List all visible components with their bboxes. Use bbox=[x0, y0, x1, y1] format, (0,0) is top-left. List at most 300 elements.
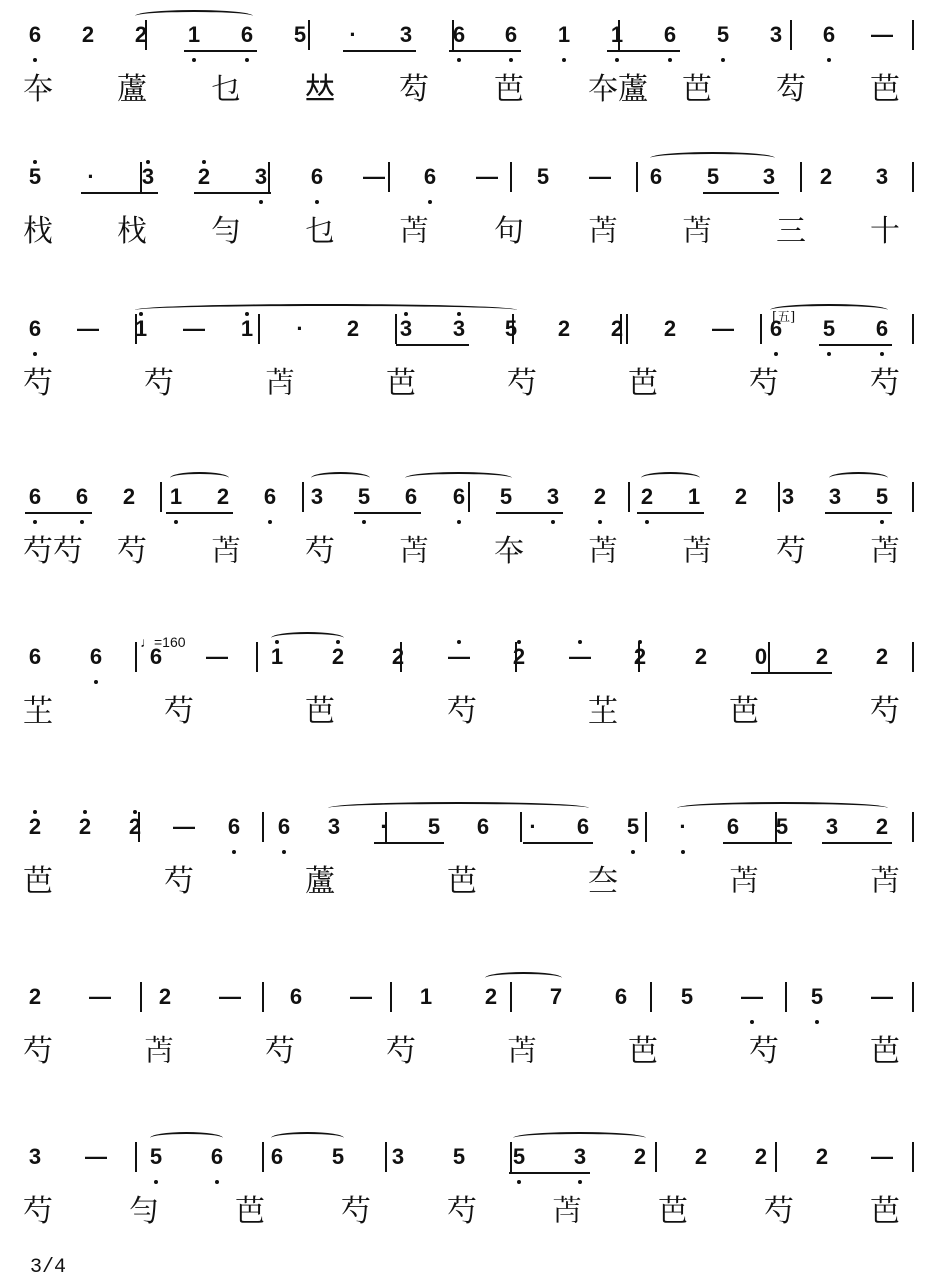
note-digit: 6 bbox=[614, 984, 628, 1009]
barline bbox=[645, 812, 647, 842]
barline bbox=[388, 162, 390, 192]
octave-dot-low bbox=[33, 352, 37, 356]
beam-underline bbox=[374, 842, 444, 844]
note-digit: 2 bbox=[633, 1144, 647, 1169]
note-digit: 5 bbox=[504, 316, 518, 341]
hold-dash: — bbox=[712, 316, 734, 341]
slur bbox=[135, 10, 253, 22]
barline bbox=[650, 982, 652, 1012]
note-digit: 6 bbox=[75, 484, 89, 509]
beam-underline bbox=[354, 512, 421, 514]
octave-dot-low bbox=[750, 1020, 754, 1024]
lyric-tablature-glyph: 𦬿 bbox=[588, 214, 618, 249]
octave-dot-high bbox=[33, 160, 37, 164]
note-digit: 2 bbox=[815, 1144, 829, 1169]
note-digit: 1 bbox=[169, 484, 183, 509]
octave-dot-high bbox=[517, 640, 521, 644]
lyric-tablature-glyph: 𦬿 bbox=[211, 534, 241, 569]
beam-underline bbox=[822, 842, 892, 844]
note-digit: 3 bbox=[781, 484, 795, 509]
lyric-tablature-glyph: 𣏾 bbox=[23, 214, 53, 249]
octave-dot-high bbox=[146, 160, 150, 164]
note-digit: 6 bbox=[270, 1144, 284, 1169]
note-digit: 5 bbox=[499, 484, 513, 509]
barline bbox=[510, 162, 512, 192]
dot-mark: · bbox=[380, 814, 388, 839]
note-digit: 3 bbox=[310, 484, 324, 509]
hold-dash: — bbox=[206, 644, 228, 669]
note-digit: 2 bbox=[875, 814, 889, 839]
dot-mark: · bbox=[679, 814, 687, 839]
lyric-tablature-glyph: 𦬿 bbox=[552, 1194, 582, 1229]
beam-underline bbox=[637, 512, 704, 514]
lyric-tablature-glyph: 芍 bbox=[749, 1034, 779, 1069]
note-digit: 5 bbox=[331, 1144, 345, 1169]
lyric-tablature-glyph: 芍 bbox=[341, 1194, 371, 1229]
lyric-tablature-glyph: 芶 bbox=[399, 72, 429, 107]
slur bbox=[311, 472, 370, 484]
slur bbox=[150, 1132, 223, 1144]
barline bbox=[258, 314, 260, 344]
note-digit: 2 bbox=[819, 164, 833, 189]
lyric-tablature-glyph: 十 bbox=[870, 214, 900, 249]
lyric-tablature-glyph: 芍 bbox=[265, 1034, 295, 1069]
barline bbox=[790, 20, 792, 50]
lyric-tablature-glyph: 𦬿 bbox=[729, 864, 759, 899]
lyric-tablature-glyph: 𣏾 bbox=[117, 214, 147, 249]
lyric-tablature-glyph: 芍 bbox=[870, 366, 900, 401]
octave-dot-low bbox=[94, 680, 98, 684]
note-digit: 6 bbox=[663, 22, 677, 47]
octave-dot-low bbox=[827, 352, 831, 356]
tempo-mark: ♩=160 bbox=[140, 634, 186, 650]
lyric-tablature-glyph: 𦬿 bbox=[265, 366, 295, 401]
lyric-tablature-glyph: 𦬿 bbox=[588, 534, 618, 569]
barline bbox=[912, 482, 914, 512]
beam-underline bbox=[25, 512, 92, 514]
lyric-tablature-glyph: 芏 bbox=[23, 694, 53, 729]
note-digit: 2 bbox=[694, 644, 708, 669]
note-digit: 3 bbox=[762, 164, 776, 189]
octave-dot-high bbox=[33, 810, 37, 814]
lyric-tablature-glyph: 芍 bbox=[507, 366, 537, 401]
barline bbox=[140, 982, 142, 1012]
note-digit: 5 bbox=[775, 814, 789, 839]
dot-mark: · bbox=[529, 814, 537, 839]
notation-system bbox=[0, 18, 950, 148]
barline bbox=[302, 482, 304, 512]
octave-dot-low bbox=[631, 850, 635, 854]
hold-dash: — bbox=[871, 1144, 893, 1169]
octave-dot-low bbox=[457, 520, 461, 524]
hold-dash: — bbox=[219, 984, 241, 1009]
notation-system bbox=[0, 810, 950, 940]
barline bbox=[262, 982, 264, 1012]
lyric-tablature-glyph: 芍 bbox=[23, 1194, 53, 1229]
note-digit: 6 bbox=[28, 316, 42, 341]
lyric-tablature-glyph: 乜 bbox=[211, 72, 241, 107]
barline bbox=[912, 1142, 914, 1172]
octave-dot-low bbox=[259, 200, 263, 204]
note-digit: 5 bbox=[536, 164, 550, 189]
note-digit: 5 bbox=[512, 1144, 526, 1169]
lyric-tablature-glyph: 芭 bbox=[628, 1034, 658, 1069]
hold-dash: — bbox=[476, 164, 498, 189]
beam-underline bbox=[166, 512, 233, 514]
octave-dot-low bbox=[517, 1180, 521, 1184]
lyric-tablature-glyph: 芍 bbox=[117, 534, 147, 569]
beam-underline bbox=[825, 512, 892, 514]
lyric-tablature-glyph: 芭 bbox=[494, 72, 524, 107]
octave-dot-low bbox=[80, 520, 84, 524]
note-digit: 6 bbox=[452, 484, 466, 509]
note-digit: 5 bbox=[293, 22, 307, 47]
octave-dot-low bbox=[721, 58, 725, 62]
slur bbox=[513, 1132, 646, 1144]
notation-system bbox=[0, 160, 950, 290]
note-digit: 6 bbox=[649, 164, 663, 189]
note-digit: 3 bbox=[327, 814, 341, 839]
beam-underline bbox=[819, 344, 892, 346]
barline bbox=[800, 162, 802, 192]
note-digit: 2 bbox=[633, 644, 647, 669]
hold-dash: — bbox=[350, 984, 372, 1009]
note-digit: 3 bbox=[769, 22, 783, 47]
note-digit: 3 bbox=[573, 1144, 587, 1169]
note-digit: 2 bbox=[694, 1144, 708, 1169]
note-digit: 2 bbox=[128, 814, 142, 839]
slur bbox=[641, 472, 700, 484]
lyric-tablature-glyph: 芭 bbox=[628, 366, 658, 401]
note-digit: 6 bbox=[452, 22, 466, 47]
lyric-tablature-glyph: 句 bbox=[494, 214, 524, 249]
notation-system bbox=[0, 312, 950, 442]
barline bbox=[262, 812, 264, 842]
lyric-tablature-glyph: 𦬿 bbox=[870, 534, 900, 569]
lyric-tablature-glyph: 芍 bbox=[164, 694, 194, 729]
barline bbox=[256, 642, 258, 672]
barline bbox=[912, 642, 914, 672]
beam-underline bbox=[184, 50, 257, 52]
note-digit: 6 bbox=[822, 22, 836, 47]
lyric-tablature-glyph: 芍 bbox=[870, 694, 900, 729]
octave-dot-low bbox=[598, 520, 602, 524]
note-digit: 6 bbox=[89, 644, 103, 669]
note-digit: 3 bbox=[399, 22, 413, 47]
note-digit: 2 bbox=[331, 644, 345, 669]
lyric-tablature-glyph: 芭 bbox=[23, 864, 53, 899]
note-digit: 6 bbox=[227, 814, 241, 839]
note-digit: 1 bbox=[610, 22, 624, 47]
octave-dot-high bbox=[133, 810, 137, 814]
note-digit: 1 bbox=[187, 22, 201, 47]
octave-dot-low bbox=[215, 1180, 219, 1184]
slur bbox=[135, 304, 517, 316]
hold-dash: — bbox=[741, 984, 763, 1009]
note-digit: 7 bbox=[549, 984, 563, 1009]
note-digit: 5 bbox=[149, 1144, 163, 1169]
barline bbox=[135, 1142, 137, 1172]
note-digit: 2 bbox=[78, 814, 92, 839]
hold-dash: — bbox=[77, 316, 99, 341]
lyric-tablature-glyph: 芍 bbox=[386, 1034, 416, 1069]
octave-dot-low bbox=[880, 352, 884, 356]
slur bbox=[271, 632, 344, 644]
hold-dash: — bbox=[589, 164, 611, 189]
octave-dot-low bbox=[192, 58, 196, 62]
barline bbox=[760, 314, 762, 344]
note-digit: 2 bbox=[663, 316, 677, 341]
note-digit: 2 bbox=[216, 484, 230, 509]
note-digit: 6 bbox=[289, 984, 303, 1009]
lyric-tablature-glyph: 𦬿 bbox=[399, 214, 429, 249]
notation-system bbox=[0, 640, 950, 770]
note-digit: 6 bbox=[277, 814, 291, 839]
note-digit: 5 bbox=[716, 22, 730, 47]
octave-dot-low bbox=[174, 520, 178, 524]
octave-dot-low bbox=[282, 850, 286, 854]
beam-underline bbox=[703, 192, 779, 194]
octave-dot-low bbox=[362, 520, 366, 524]
note-digit: 5 bbox=[822, 316, 836, 341]
note-digit: 6 bbox=[576, 814, 590, 839]
note-digit: 5 bbox=[357, 484, 371, 509]
octave-dot-low bbox=[562, 58, 566, 62]
barline bbox=[262, 1142, 264, 1172]
octave-dot-low bbox=[428, 200, 432, 204]
note-digit: 6 bbox=[476, 814, 490, 839]
barline bbox=[785, 982, 787, 1012]
notation-system bbox=[0, 480, 950, 610]
octave-dot-high bbox=[202, 160, 206, 164]
slur bbox=[328, 802, 589, 814]
octave-dot-low bbox=[578, 1180, 582, 1184]
octave-dot-high bbox=[83, 810, 87, 814]
dot-mark: · bbox=[349, 22, 357, 47]
note-digit: 6 bbox=[263, 484, 277, 509]
slur bbox=[650, 152, 775, 164]
lyric-tablature-glyph: 芍 bbox=[23, 1034, 53, 1069]
barline bbox=[628, 482, 630, 512]
note-digit: 6 bbox=[240, 22, 254, 47]
beam-underline bbox=[449, 50, 521, 52]
lyric-tablature-glyph: 芍 bbox=[764, 1194, 794, 1229]
lyric-tablature-glyph: 芭 bbox=[305, 694, 335, 729]
note-digit: 6 bbox=[28, 644, 42, 669]
note-digit: 6 bbox=[28, 484, 42, 509]
hold-dash: — bbox=[569, 644, 591, 669]
lyric-tablature-glyph: 𦬿 bbox=[144, 1034, 174, 1069]
note-digit: 5 bbox=[626, 814, 640, 839]
hold-dash: — bbox=[89, 984, 111, 1009]
lyric-tablature-glyph: 三 bbox=[776, 214, 806, 249]
lyric-tablature-glyph: 芭 bbox=[235, 1194, 265, 1229]
note-digit: 3 bbox=[391, 1144, 405, 1169]
note-digit: 2 bbox=[28, 814, 42, 839]
lyric-tablature-glyph: 𦬿 bbox=[682, 214, 712, 249]
note-digit: 5 bbox=[427, 814, 441, 839]
lyric-tablature-glyph: 勻 bbox=[129, 1194, 159, 1229]
hold-dash: — bbox=[183, 316, 205, 341]
page-number: 3/4 bbox=[30, 1256, 67, 1279]
lyric-tablature-glyph: 蘆 bbox=[305, 864, 335, 899]
octave-dot-low bbox=[681, 850, 685, 854]
note-digit: 2 bbox=[28, 984, 42, 1009]
octave-dot-low bbox=[551, 520, 555, 524]
note-digit: 2 bbox=[81, 22, 95, 47]
barline bbox=[912, 314, 914, 344]
barline bbox=[655, 1142, 657, 1172]
note-digit: 3 bbox=[452, 316, 466, 341]
lyric-tablature-glyph: 芍 bbox=[23, 366, 53, 401]
note-digit: 5 bbox=[452, 1144, 466, 1169]
barline bbox=[775, 1142, 777, 1172]
note-digit: 2 bbox=[875, 644, 889, 669]
note-digit: 2 bbox=[391, 644, 405, 669]
note-digit: 2 bbox=[815, 644, 829, 669]
barline bbox=[912, 982, 914, 1012]
notation-system bbox=[0, 980, 950, 1110]
note-digit: 2 bbox=[346, 316, 360, 341]
note-digit: 2 bbox=[197, 164, 211, 189]
note-digit: 1 bbox=[270, 644, 284, 669]
section-mark: [五] bbox=[772, 310, 796, 325]
barline bbox=[912, 812, 914, 842]
lyric-tablature-glyph: 芭 bbox=[447, 864, 477, 899]
hold-dash: — bbox=[871, 22, 893, 47]
octave-dot-low bbox=[457, 58, 461, 62]
beam-underline bbox=[496, 512, 563, 514]
lyric-tablature-glyph: 乜 bbox=[305, 214, 335, 249]
note-digit: 2 bbox=[134, 22, 148, 47]
slur bbox=[271, 1132, 344, 1144]
slur bbox=[485, 972, 562, 984]
lyric-tablature-glyph: 夲 bbox=[494, 534, 524, 569]
octave-dot-low bbox=[268, 520, 272, 524]
lyric-tablature-glyph: 芍 bbox=[144, 366, 174, 401]
note-digit: 3 bbox=[28, 1144, 42, 1169]
slur bbox=[677, 802, 888, 814]
hold-dash: — bbox=[363, 164, 385, 189]
note-digit: 2 bbox=[754, 1144, 768, 1169]
note-digit: 6 bbox=[310, 164, 324, 189]
note-digit: 6 bbox=[149, 644, 163, 669]
note-digit: 6 bbox=[404, 484, 418, 509]
octave-dot-low bbox=[774, 352, 778, 356]
octave-dot-low bbox=[33, 520, 37, 524]
hold-dash: — bbox=[85, 1144, 107, 1169]
note-digit: 2 bbox=[640, 484, 654, 509]
note-digit: 2 bbox=[484, 984, 498, 1009]
notation-system bbox=[0, 1140, 950, 1270]
slur bbox=[405, 472, 512, 484]
lyric-tablature-glyph: 芭 bbox=[386, 366, 416, 401]
octave-dot-low bbox=[154, 1180, 158, 1184]
lyric-tablature-glyph: 芍 bbox=[776, 534, 806, 569]
lyric-tablature-glyph: 芭 bbox=[658, 1194, 688, 1229]
lyric-tablature-glyph: 芭 bbox=[682, 72, 712, 107]
octave-dot-low bbox=[245, 58, 249, 62]
octave-dot-high bbox=[638, 640, 642, 644]
dot-mark: · bbox=[296, 316, 304, 341]
note-digit: 3 bbox=[875, 164, 889, 189]
lyric-tablature-glyph: 夲 bbox=[23, 72, 53, 107]
lyric-tablature-glyph: 𦬿 bbox=[682, 534, 712, 569]
note-digit: 3 bbox=[254, 164, 268, 189]
note-digit: 6 bbox=[504, 22, 518, 47]
lyric-tablature-glyph: 勻 bbox=[211, 214, 241, 249]
barline bbox=[636, 162, 638, 192]
lyric-tablature-glyph: 芍 bbox=[447, 694, 477, 729]
hold-dash: — bbox=[173, 814, 195, 839]
beam-underline bbox=[194, 192, 271, 194]
octave-dot-low bbox=[615, 58, 619, 62]
note-digit: 3 bbox=[546, 484, 560, 509]
note-digit: 6 bbox=[28, 22, 42, 47]
beam-underline bbox=[509, 1172, 590, 1174]
note-digit: 6 bbox=[726, 814, 740, 839]
octave-dot-low bbox=[645, 520, 649, 524]
octave-dot-low bbox=[880, 520, 884, 524]
lyric-tablature-glyph: 夲蘆 bbox=[588, 72, 648, 107]
dot-mark: · bbox=[87, 164, 95, 189]
note-digit: 1 bbox=[134, 316, 148, 341]
beam-underline bbox=[81, 192, 158, 194]
note-digit: 2 bbox=[557, 316, 571, 341]
beam-underline bbox=[607, 50, 680, 52]
note-digit: 1 bbox=[557, 22, 571, 47]
barline bbox=[510, 982, 512, 1012]
note-digit: 2 bbox=[512, 644, 526, 669]
note-digit: 3 bbox=[828, 484, 842, 509]
note-digit: 0 bbox=[754, 644, 768, 669]
octave-dot-high bbox=[578, 640, 582, 644]
hold-dash: — bbox=[448, 644, 470, 669]
lyric-tablature-glyph: 𠀤 bbox=[305, 72, 335, 107]
lyric-tablature-glyph: 蘆 bbox=[117, 72, 147, 107]
note-digit: 6 bbox=[210, 1144, 224, 1169]
note-digit: 5 bbox=[28, 164, 42, 189]
beam-underline bbox=[751, 672, 832, 674]
lyric-tablature-glyph: 芍 bbox=[447, 1194, 477, 1229]
octave-dot-low bbox=[815, 1020, 819, 1024]
octave-dot-high bbox=[457, 640, 461, 644]
barline bbox=[390, 982, 392, 1012]
note-digit: 5 bbox=[680, 984, 694, 1009]
note-digit: 3 bbox=[825, 814, 839, 839]
beam-underline bbox=[343, 50, 416, 52]
barline bbox=[912, 162, 914, 192]
note-digit: 2 bbox=[122, 484, 136, 509]
barline bbox=[135, 642, 137, 672]
octave-dot-low bbox=[315, 200, 319, 204]
slur bbox=[170, 472, 229, 484]
note-digit: 6 bbox=[423, 164, 437, 189]
note-digit: 5 bbox=[810, 984, 824, 1009]
lyric-tablature-glyph: 芭 bbox=[870, 1034, 900, 1069]
note-digit: 5 bbox=[706, 164, 720, 189]
lyric-tablature-glyph: 𦬿 bbox=[870, 864, 900, 899]
note-digit: 1 bbox=[687, 484, 701, 509]
lyric-tablature-glyph: 𦬿 bbox=[507, 1034, 537, 1069]
note-digit: 3 bbox=[399, 316, 413, 341]
slur bbox=[829, 472, 888, 484]
lyric-tablature-glyph: 芭 bbox=[870, 72, 900, 107]
octave-dot-low bbox=[827, 58, 831, 62]
note-digit: 2 bbox=[610, 316, 624, 341]
lyric-tablature-glyph: 𦬿 bbox=[399, 534, 429, 569]
note-digit: 3 bbox=[141, 164, 155, 189]
